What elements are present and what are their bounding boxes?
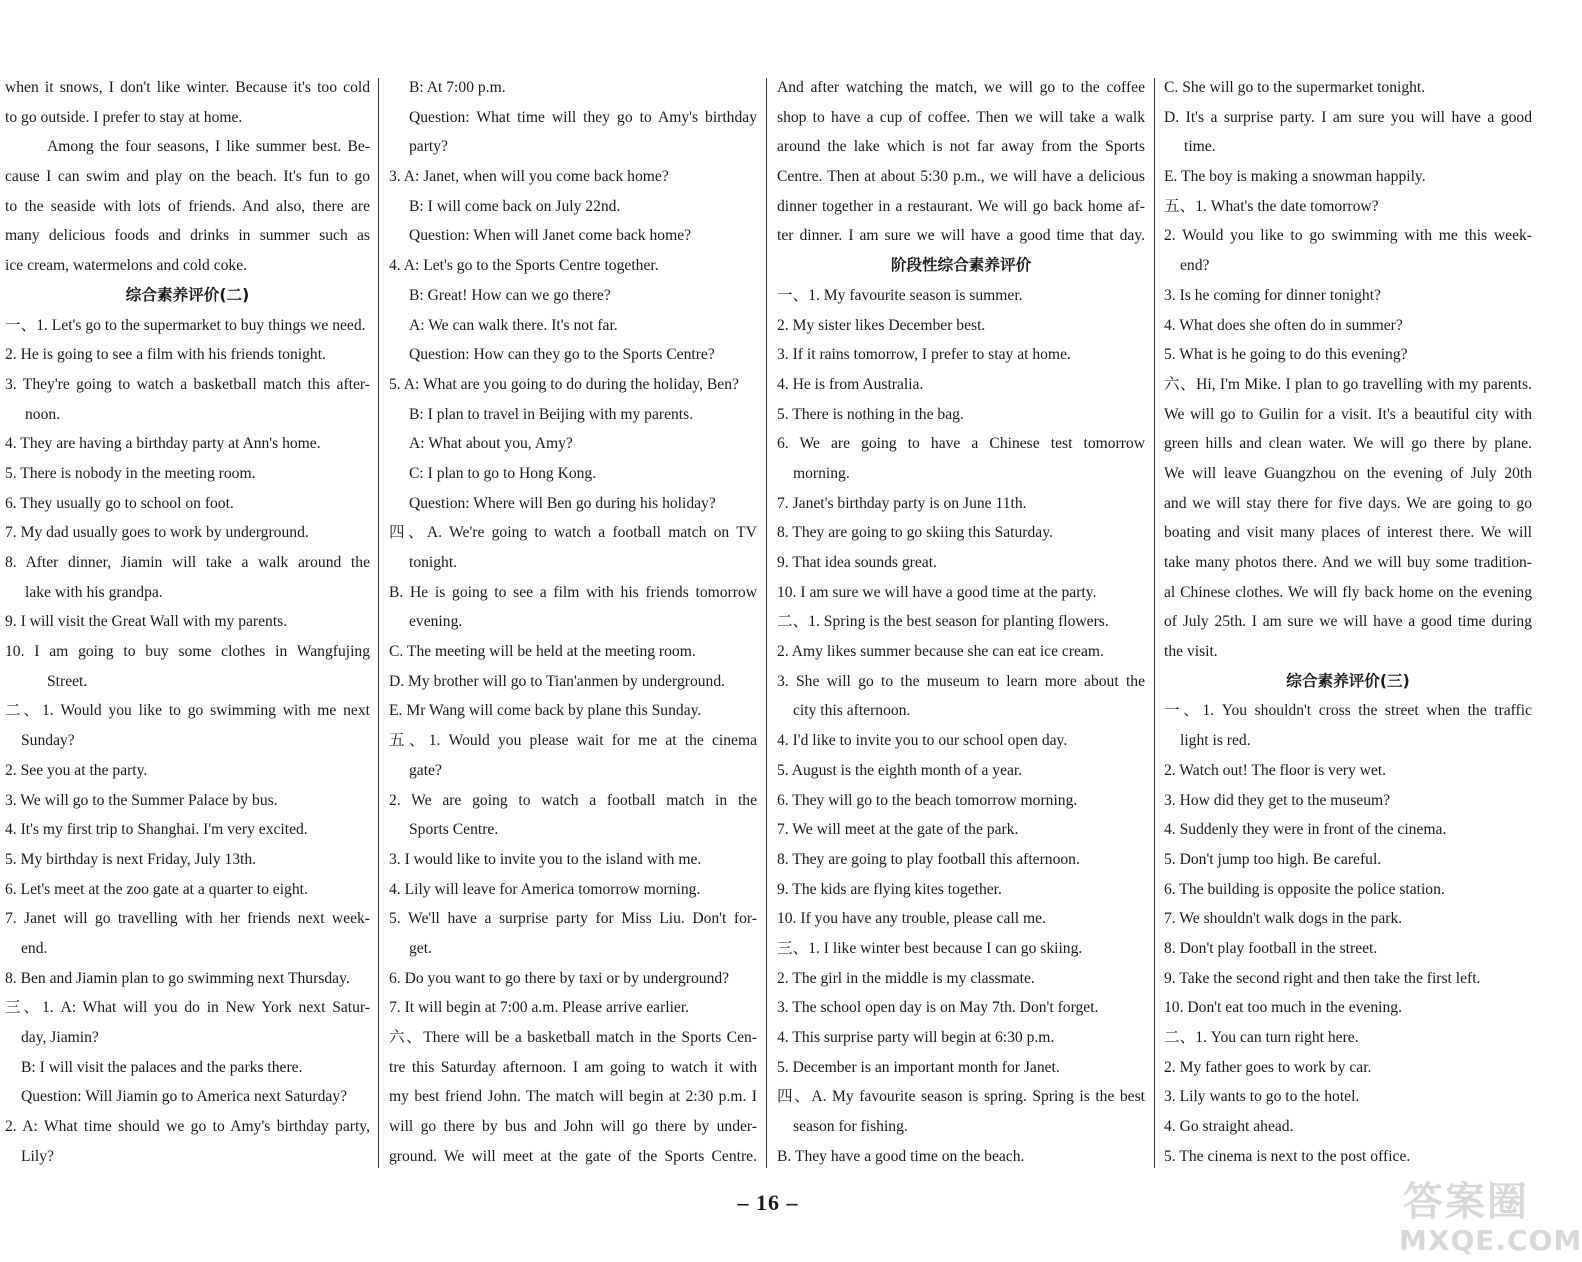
text-line: 7. We shouldn't walk dogs in the park. (1164, 910, 1403, 928)
column-2 (389, 73, 757, 1173)
text-line: B. He is going to see a film with his friends tomorrow (389, 583, 757, 601)
text-line: tre this Saturday afternoon. I am going to watch it with (389, 1058, 757, 1076)
text-line: 5. There is nothing in the bag. (777, 405, 964, 423)
text-line: party? (409, 138, 448, 156)
text-line: 3. We will go to the Summer Palace by bus. (5, 791, 278, 809)
text-line: 六、Hi, I'm Mike. I plan to go travelling with my parents. (1164, 375, 1532, 393)
text-line: 3. I would like to invite you to the island with me. (389, 850, 702, 868)
text-line: lake with his grandpa. (25, 583, 163, 601)
section-heading: 综合素养评价(三) (1286, 671, 1410, 690)
text-line: tonight. (409, 554, 458, 571)
text-line: Question: What time will they go to Amy's birthday (409, 108, 757, 126)
text-line: 5. What is he going to do this evening? (1164, 346, 1408, 364)
text-line: 2. Amy likes summer because she can eat ice cream. (777, 643, 1104, 661)
text-line: 2. My father goes to work by car. (1164, 1058, 1372, 1076)
text-line: 二、1. Would you like to go swimming with me next (5, 702, 370, 720)
text-line: 5. Don't jump too high. Be careful. (1164, 850, 1382, 868)
text-line: And after watching the match, we will go to the coffee (777, 79, 1145, 96)
text-line: ice cream, watermelons and cold coke. (5, 257, 248, 275)
text-line: Lily? (21, 1147, 54, 1165)
text-line: evening. (409, 613, 463, 631)
text-line: to the seaside with lots of friends. And also, there are (5, 197, 370, 215)
text-line: 9. That idea sounds great. (777, 554, 937, 571)
text-line: 4. It's my first trip to Shanghai. I'm very excited. (5, 821, 308, 839)
text-line: E. The boy is making a snowman happily. (1164, 168, 1426, 186)
text-line: 4. I'd like to invite you to our school open day. (777, 732, 1068, 750)
text-line: 五、1. What's the date tomorrow? (1164, 197, 1379, 215)
text-line: Question: How can they go to the Sports Centre? (409, 346, 715, 364)
text-line: 6. The building is opposite the police station. (1164, 880, 1445, 898)
text-line: Among the four seasons, I like summer best. Be- (47, 138, 370, 156)
text-line: 2. The girl in the middle is my classmate. (777, 969, 1035, 987)
text-line: of July 25th. I am sure we will have a good time during (1164, 613, 1532, 631)
text-line: get. (409, 939, 432, 957)
text-line: my best friend John. The match will begin at 2:30 p.m. I (389, 1088, 757, 1106)
text-line: 7. Janet's birthday party is on June 11th. (777, 494, 1027, 512)
text-line: 10. I am going to buy some clothes in Wangfujing (5, 643, 370, 661)
text-line: 2. See you at the party. (5, 761, 148, 779)
text-line: 8. They are going to play football this afternoon. (777, 850, 1080, 868)
text-line: Question: Will Jiamin go to America next Saturday? (21, 1088, 348, 1106)
text-line: 六、There will be a basketball match in the Sports Cen- (389, 1029, 757, 1046)
text-line: 四、A. My favourite season is spring. Spring is the best (777, 1088, 1145, 1106)
text-line: around the lake which is not far away from the Sports (777, 138, 1145, 156)
text-line: green hills and clean water. We will go there by plane. (1164, 435, 1532, 453)
text-line: to go outside. I prefer to stay at home. (5, 108, 243, 126)
text-line: 4. A: Let's go to the Sports Centre together. (389, 257, 659, 275)
text-line: 6. They usually go to school on foot. (5, 494, 234, 512)
text-line: city this afternoon. (793, 702, 911, 720)
text-line: boating and visit many places of interest there. We will (1164, 524, 1532, 542)
text-line: 3. They're going to watch a basketball match this after- (5, 375, 370, 393)
text-line: 7. Janet will go travelling with her friends next week- (5, 910, 370, 928)
watermark-url: MXQE.COM (1399, 1224, 1582, 1257)
text-line: 5. August is the eighth month of a year. (777, 761, 1023, 779)
text-line: and we will stay there for five days. We are going to go (1164, 494, 1532, 512)
text-line: 4. Go straight ahead. (1164, 1118, 1294, 1136)
text-line: 3. If it rains tomorrow, I prefer to stay at home. (777, 346, 1071, 364)
text-line: 三、1. A: What will you do in New York next Satur- (5, 999, 370, 1017)
text-line: 6. We are going to have a Chinese test tomorrow (777, 435, 1145, 453)
text-line: 3. Lily wants to go to the hotel. (1164, 1088, 1360, 1106)
text-line: Street. (47, 672, 88, 690)
column-3 (777, 73, 1145, 1173)
text-line: 6. Do you want to go there by taxi or by underground? (389, 969, 730, 987)
text-line: 一、1. You shouldn't cross the street when the traffic (1164, 702, 1532, 720)
text-line: 6. Let's meet at the zoo gate at a quarter to eight. (5, 880, 308, 898)
section-heading: 综合素养评价(二) (125, 285, 250, 304)
text-line: 五、1. Would you please wait for me at the cinema (389, 732, 757, 750)
text-line: 4. They are having a birthday party at Ann's home. (5, 435, 321, 453)
text-line: We will go to Guilin for a visit. It's a beautiful city with (1164, 405, 1532, 423)
text-line: 四、A. We're going to watch a football match on TV (389, 524, 757, 542)
text-line: morning. (793, 464, 850, 482)
text-line: shop to have a cup of coffee. Then we will take a walk (777, 108, 1145, 126)
text-line: 3. The school open day is on May 7th. Don't forget. (777, 999, 1099, 1017)
text-line: B: I will visit the palaces and the parks there. (21, 1058, 303, 1076)
text-line: dinner together in a restaurant. We will go back home af- (777, 197, 1145, 215)
text-line: 3. She will go to the museum to learn more about the (777, 672, 1145, 690)
text-line: end. (21, 939, 48, 957)
column-divider (378, 78, 379, 1168)
text-line: 7. We will meet at the gate of the park. (777, 821, 1019, 839)
text-line: Sunday? (21, 732, 75, 750)
text-line: 10. If you have any trouble, please call me. (777, 910, 1046, 928)
text-line: many delicious foods and drinks in summer such as (5, 227, 370, 245)
text-line: when it snows, I don't like winter. Because it's too cold (5, 79, 370, 96)
text-line: 一、1. Let's go to the supermarket to buy things we need. (5, 316, 366, 334)
text-line: 5. A: What are you going to do during the holiday, Ben? (389, 375, 739, 393)
text-line: 10. I am sure we will have a good time at the party. (777, 583, 1097, 601)
text-line: 8. They are going to go skiing this Saturday. (777, 524, 1053, 542)
text-line: 2. A: What time should we go to Amy's birthday party, (5, 1118, 370, 1136)
text-line: 5. There is nobody in the meeting room. (5, 464, 256, 482)
text-line: Question: Where will Ben go during his holiday? (409, 494, 716, 512)
text-line: B: I plan to travel in Beijing with my parents. (409, 405, 694, 423)
text-line: time. (1184, 138, 1216, 156)
text-line: 2. My sister likes December best. (777, 316, 986, 334)
text-line: ground. We will meet at the gate of the Sports Centre. (389, 1147, 757, 1165)
text-line: D. My brother will go to Tian'anmen by underground. (389, 672, 726, 690)
text-line: 9. I will visit the Great Wall with my parents. (5, 613, 288, 631)
text-line: E. Mr Wang will come back by plane this Sunday. (389, 702, 702, 720)
text-line: Centre. Then at about 5:30 p.m., we will have a delicious (777, 168, 1145, 186)
text-line: 7. My dad usually goes to work by underground. (5, 524, 309, 542)
column-4 (1164, 73, 1532, 1173)
text-line: 4. He is from Australia. (777, 375, 924, 393)
text-line: B: I will come back on July 22nd. (409, 197, 621, 215)
text-line: 4. This surprise party will begin at 6:30 p.m. (777, 1029, 1055, 1046)
text-line: noon. (25, 405, 61, 423)
text-line: 4. Lily will leave for America tomorrow morning. (389, 880, 701, 898)
text-line: A: What about you, Amy? (409, 435, 573, 453)
text-line: 4. Suddenly they were in front of the cinema. (1164, 821, 1447, 839)
text-line: day, Jiamin? (21, 1029, 99, 1046)
text-line: 3. How did they get to the museum? (1164, 791, 1391, 809)
column-divider (1154, 78, 1155, 1168)
text-line: B: At 7:00 p.m. (409, 79, 506, 96)
text-line: 5. My birthday is next Friday, July 13th. (5, 850, 257, 868)
text-line: 9. The kids are flying kites together. (777, 880, 1002, 898)
text-line: 二、1. Spring is the best season for planting flowers. (777, 613, 1109, 631)
text-line: 2. Would you like to go swimming with me this week- (1164, 227, 1532, 245)
text-line: 2. We are going to watch a football match in the (389, 791, 757, 809)
text-line: 5. We'll have a surprise party for Miss Liu. Don't for- (389, 910, 757, 928)
section-heading: 阶段性综合素养评价 (890, 256, 1032, 275)
text-line: Sports Centre. (409, 821, 499, 839)
text-line: al Chinese clothes. We will fly back home on the evening (1164, 583, 1532, 601)
text-line: B: Great! How can we go there? (409, 286, 611, 304)
text-line: 7. It will begin at 7:00 a.m. Please arrive earlier. (389, 999, 690, 1017)
text-line: 3. A: Janet, when will you come back home? (389, 168, 669, 186)
text-line: C: I plan to go to Hong Kong. (409, 464, 597, 482)
text-line: 4. What does she often do in summer? (1164, 316, 1403, 334)
text-line: 5. The cinema is next to the post office. (1164, 1147, 1411, 1165)
text-line: 10. Don't eat too much in the evening. (1164, 999, 1402, 1017)
text-line: ter dinner. I am sure we will have a good time that day. (777, 227, 1145, 245)
text-line: season for fishing. (793, 1118, 908, 1136)
text-line: take many photos there. And we will buy some tradition- (1164, 554, 1532, 571)
text-line: cause I can swim and play on the beach. It's fun to go (5, 168, 370, 186)
text-line: Question: When will Janet come back home? (409, 227, 692, 245)
text-line: 8. Don't play football in the street. (1164, 939, 1378, 957)
text-line: C. She will go to the supermarket tonight. (1164, 79, 1426, 96)
page-number: – 16 – (737, 1190, 799, 1215)
text-line: the visit. (1164, 643, 1218, 661)
column-divider (766, 78, 767, 1168)
text-line: 2. Watch out! The floor is very wet. (1164, 761, 1387, 779)
text-line: 8. After dinner, Jiamin will take a walk around the (5, 554, 370, 571)
text-line: 三、1. I like winter best because I can go skiing. (777, 939, 1083, 957)
text-line: B. They have a good time on the beach. (777, 1147, 1025, 1165)
text-line: 3. Is he coming for dinner tonight? (1164, 286, 1381, 304)
text-line: 6. They will go to the beach tomorrow morning. (777, 791, 1078, 809)
text-line: 二、1. You can turn right here. (1164, 1029, 1359, 1046)
text-line: 5. December is an important month for Janet. (777, 1058, 1060, 1076)
text-line: C. The meeting will be held at the meeting room. (389, 643, 696, 661)
text-line: We will leave Guangzhou on the evening of July 20th (1164, 464, 1532, 482)
text-line: A: We can walk there. It's not far. (409, 316, 618, 334)
column-1 (5, 73, 370, 1173)
watermark-text: 答案圈 (1403, 1179, 1529, 1225)
text-line: light is red. (1180, 732, 1251, 750)
text-line: 9. Take the second right and then take the first left. (1164, 969, 1481, 987)
text-line: D. It's a surprise party. I am sure you will have a good (1164, 108, 1532, 126)
text-line: gate? (409, 761, 442, 779)
text-line: 2. He is going to see a film with his friends tonight. (5, 346, 326, 364)
text-line: 一、1. My favourite season is summer. (777, 286, 1023, 304)
text-line: will go there by bus and John will go there by under- (389, 1118, 757, 1136)
text-line: 8. Ben and Jiamin plan to go swimming next Thursday. (5, 969, 350, 987)
watermark-logo (1395, 1168, 1582, 1262)
text-line: end? (1180, 257, 1210, 275)
